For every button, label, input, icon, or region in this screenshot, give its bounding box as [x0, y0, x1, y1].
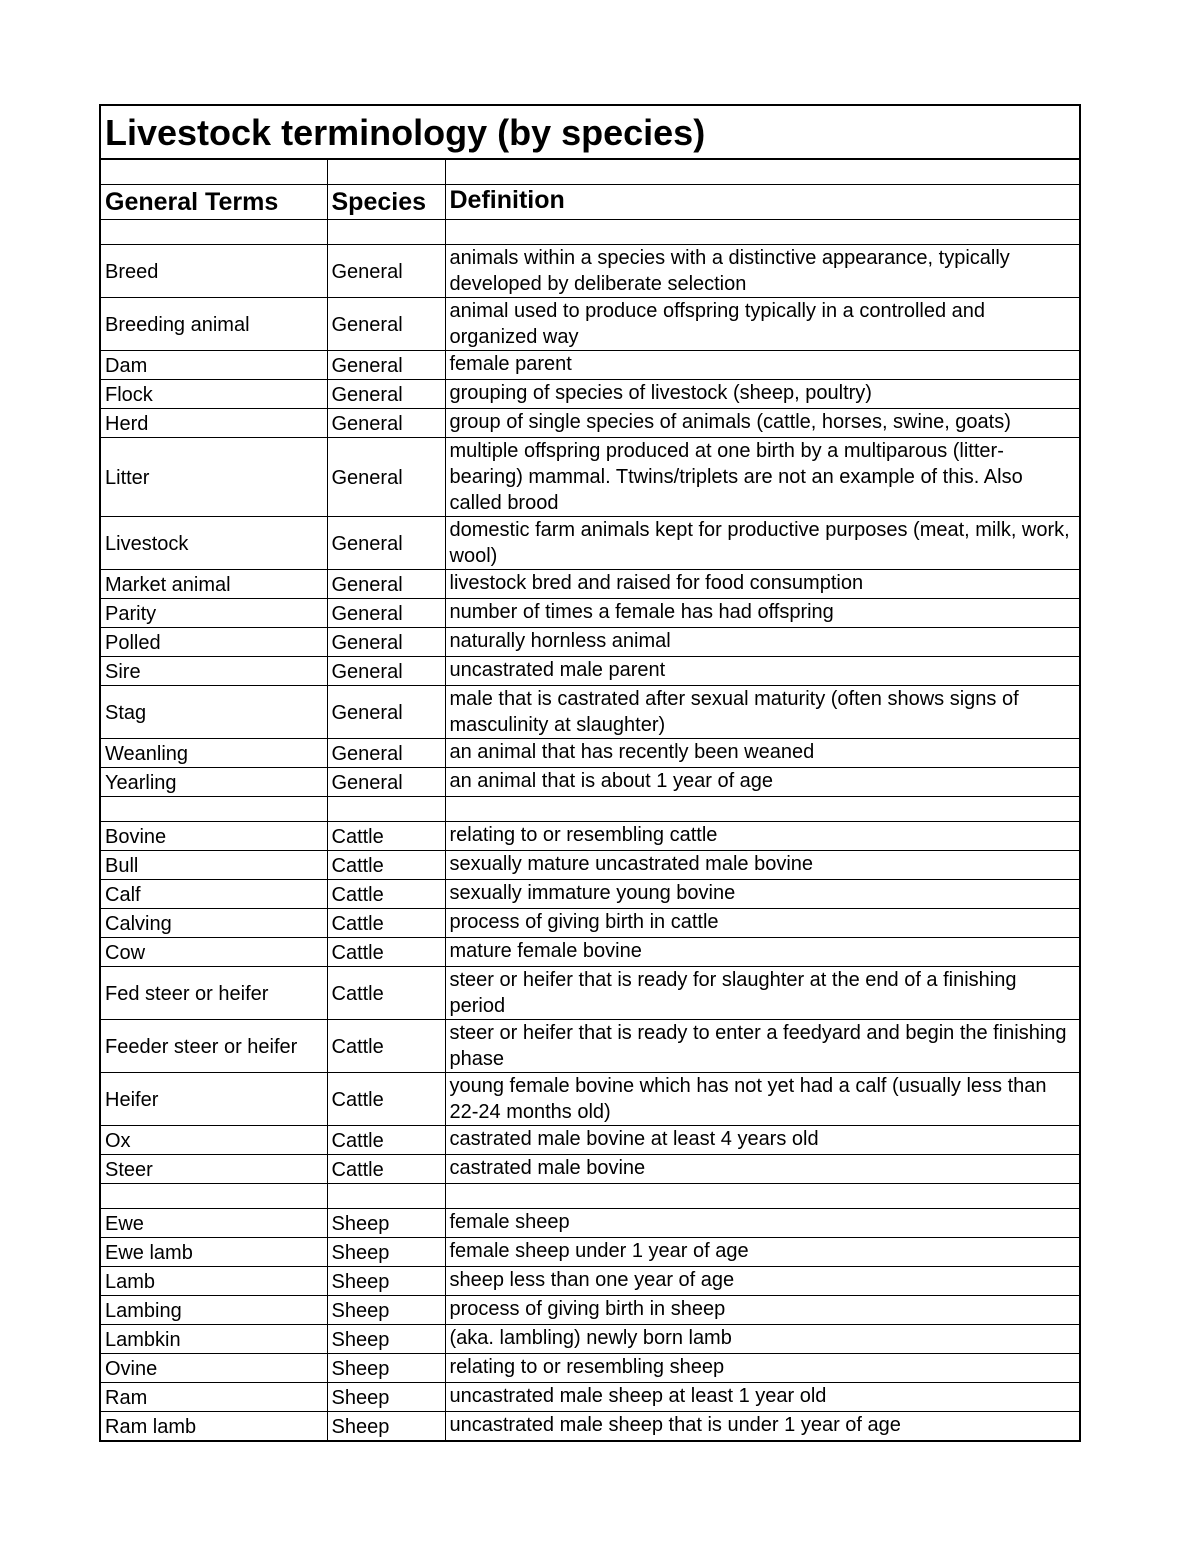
species-cell: General: [327, 768, 445, 797]
definition-cell: steer or heifer that is ready to enter a feedyard and begin the finishing phase: [445, 1020, 1080, 1073]
term-cell: Bovine: [100, 822, 327, 851]
table-row: [100, 1126, 1080, 1155]
definition-cell: multiple offspring produced at one birth by a multiparous (litter-bearing) mammal. Ttwins/triplets are not an example of this. Also called brood: [445, 438, 1080, 517]
spacer-row: [100, 220, 1080, 245]
definition-cell: number of times a female has had offspring: [445, 599, 1080, 628]
table-row: [100, 1073, 1080, 1126]
species-cell: General: [327, 599, 445, 628]
table-row: [100, 1267, 1080, 1296]
definition-cell: process of giving birth in sheep: [445, 1296, 1080, 1325]
term-cell: Dam: [100, 351, 327, 380]
term-cell: Ovine: [100, 1354, 327, 1383]
species-cell: Sheep: [327, 1238, 445, 1267]
species-cell: Sheep: [327, 1412, 445, 1442]
species-cell: Sheep: [327, 1354, 445, 1383]
term-cell: Livestock: [100, 517, 327, 570]
species-cell: Sheep: [327, 1383, 445, 1412]
definition-cell: uncastrated male sheep that is under 1 year of age: [445, 1412, 1080, 1442]
table-row: [100, 628, 1080, 657]
definition-cell: (aka. lambling) newly born lamb: [445, 1325, 1080, 1354]
definition-cell: relating to or resembling sheep: [445, 1354, 1080, 1383]
table-row: [100, 1325, 1080, 1354]
table-row: [100, 938, 1080, 967]
term-cell: Cow: [100, 938, 327, 967]
definition-cell: sexually immature young bovine: [445, 880, 1080, 909]
table-row: [100, 438, 1080, 517]
table-row: [100, 657, 1080, 686]
definition-cell: relating to or resembling cattle: [445, 822, 1080, 851]
species-cell: General: [327, 351, 445, 380]
definition-cell: young female bovine which has not yet had a calf (usually less than 22-24 months old): [445, 1073, 1080, 1126]
table-row: [100, 1209, 1080, 1238]
table-row: [100, 1020, 1080, 1073]
table-row: [100, 351, 1080, 380]
species-cell: Sheep: [327, 1209, 445, 1238]
term-cell: Weanling: [100, 739, 327, 768]
table-row: [100, 1412, 1080, 1442]
term-cell: Bull: [100, 851, 327, 880]
species-cell: Sheep: [327, 1267, 445, 1296]
species-cell: General: [327, 245, 445, 298]
species-cell: General: [327, 409, 445, 438]
definition-cell: an animal that is about 1 year of age: [445, 768, 1080, 797]
table-row: [100, 822, 1080, 851]
definition-cell: sexually mature uncastrated male bovine: [445, 851, 1080, 880]
header-definition: Definition: [445, 185, 1080, 220]
definition-cell: process of giving birth in cattle: [445, 909, 1080, 938]
table-row: [100, 1354, 1080, 1383]
species-cell: Cattle: [327, 967, 445, 1020]
table-row: [100, 409, 1080, 438]
term-cell: Stag: [100, 686, 327, 739]
definition-cell: castrated male bovine at least 4 years old: [445, 1126, 1080, 1155]
sheet-title: Livestock terminology (by species): [100, 105, 1080, 159]
species-cell: General: [327, 517, 445, 570]
term-cell: Polled: [100, 628, 327, 657]
term-cell: Breed: [100, 245, 327, 298]
term-cell: Feeder steer or heifer: [100, 1020, 327, 1073]
definition-cell: uncastrated male parent: [445, 657, 1080, 686]
species-cell: Cattle: [327, 938, 445, 967]
table-row: [100, 245, 1080, 298]
table-row: [100, 1296, 1080, 1325]
table-row: [100, 880, 1080, 909]
term-cell: Ox: [100, 1126, 327, 1155]
species-cell: Cattle: [327, 1073, 445, 1126]
term-cell: Litter: [100, 438, 327, 517]
definition-cell: sheep less than one year of age: [445, 1267, 1080, 1296]
species-cell: General: [327, 686, 445, 739]
species-cell: General: [327, 739, 445, 768]
table-row: [100, 1155, 1080, 1184]
definition-cell: livestock bred and raised for food consumption: [445, 570, 1080, 599]
species-cell: Cattle: [327, 880, 445, 909]
definition-cell: female sheep under 1 year of age: [445, 1238, 1080, 1267]
definition-cell: male that is castrated after sexual maturity (often shows signs of masculinity at slaughter): [445, 686, 1080, 739]
term-cell: Market animal: [100, 570, 327, 599]
table-row: [100, 768, 1080, 797]
species-cell: General: [327, 570, 445, 599]
species-cell: General: [327, 438, 445, 517]
definition-cell: grouping of species of livestock (sheep, poultry): [445, 380, 1080, 409]
species-cell: Cattle: [327, 1020, 445, 1073]
definition-cell: mature female bovine: [445, 938, 1080, 967]
term-cell: Ewe lamb: [100, 1238, 327, 1267]
term-cell: Sire: [100, 657, 327, 686]
definition-cell: domestic farm animals kept for productive purposes (meat, milk, work, wool): [445, 517, 1080, 570]
table-row: [100, 1238, 1080, 1267]
species-cell: General: [327, 628, 445, 657]
definition-cell: animals within a species with a distinctive appearance, typically developed by deliberate selection: [445, 245, 1080, 298]
header-general-terms: General Terms: [100, 185, 327, 220]
definition-cell: group of single species of animals (cattle, horses, swine, goats): [445, 409, 1080, 438]
definition-cell: animal used to produce offspring typically in a controlled and organized way: [445, 298, 1080, 351]
term-cell: Breeding animal: [100, 298, 327, 351]
term-cell: Fed steer or heifer: [100, 967, 327, 1020]
title-row: [100, 105, 1080, 159]
term-cell: Herd: [100, 409, 327, 438]
table-row: [100, 967, 1080, 1020]
species-cell: Sheep: [327, 1325, 445, 1354]
term-cell: Ewe: [100, 1209, 327, 1238]
term-cell: Ram lamb: [100, 1412, 327, 1442]
definition-cell: uncastrated male sheep at least 1 year old: [445, 1383, 1080, 1412]
term-cell: Lambing: [100, 1296, 327, 1325]
term-cell: Lambkin: [100, 1325, 327, 1354]
species-cell: Cattle: [327, 822, 445, 851]
terminology-table: [99, 104, 1081, 1442]
term-cell: Heifer: [100, 1073, 327, 1126]
term-cell: Ram: [100, 1383, 327, 1412]
table-row: [100, 851, 1080, 880]
table-row: [100, 686, 1080, 739]
term-cell: Calving: [100, 909, 327, 938]
definition-cell: steer or heifer that is ready for slaughter at the end of a finishing period: [445, 967, 1080, 1020]
definition-cell: an animal that has recently been weaned: [445, 739, 1080, 768]
spacer-row: [100, 159, 1080, 185]
term-cell: Calf: [100, 880, 327, 909]
table-row: [100, 298, 1080, 351]
species-cell: Cattle: [327, 909, 445, 938]
term-cell: Steer: [100, 1155, 327, 1184]
term-cell: Parity: [100, 599, 327, 628]
species-cell: General: [327, 298, 445, 351]
species-cell: Cattle: [327, 1126, 445, 1155]
table-row: [100, 380, 1080, 409]
table-row: [100, 570, 1080, 599]
definition-cell: female parent: [445, 351, 1080, 380]
species-cell: General: [327, 657, 445, 686]
term-cell: Yearling: [100, 768, 327, 797]
species-cell: Cattle: [327, 1155, 445, 1184]
table-row: [100, 599, 1080, 628]
definition-cell: female sheep: [445, 1209, 1080, 1238]
table-row: [100, 909, 1080, 938]
definition-cell: castrated male bovine: [445, 1155, 1080, 1184]
header-row: [100, 185, 1080, 220]
species-cell: Sheep: [327, 1296, 445, 1325]
table-row: [100, 517, 1080, 570]
table-row: [100, 739, 1080, 768]
term-cell: Flock: [100, 380, 327, 409]
definition-cell: naturally hornless animal: [445, 628, 1080, 657]
species-cell: Cattle: [327, 851, 445, 880]
table-row: [100, 1383, 1080, 1412]
term-cell: Lamb: [100, 1267, 327, 1296]
spacer-row: [100, 1184, 1080, 1209]
header-species: Species: [327, 185, 445, 220]
spacer-row: [100, 797, 1080, 822]
species-cell: General: [327, 380, 445, 409]
